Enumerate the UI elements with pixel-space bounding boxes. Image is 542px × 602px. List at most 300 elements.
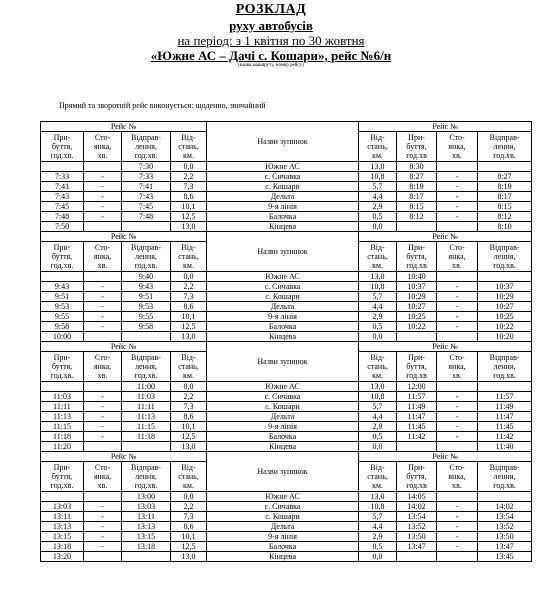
departure-cell: 7:45 [122,202,171,212]
table-row [41,292,532,302]
departure-cell: 9:58 [122,322,171,332]
dwell-cell: - [84,532,122,542]
distance-cell: 10,1 [171,532,207,542]
return-dwell-cell: - [437,412,478,422]
return-dwell-cell: - [437,402,478,412]
arrival-cell: 13:03 [41,502,84,512]
stop-name-cell: Южне АС [207,162,359,172]
dwell-cell: - [84,312,122,322]
return-departure-header: Відправ- лення, год.хв. [478,462,532,492]
return-arrival-cell: 10:29 [397,292,437,302]
return-dwell-header: Сто- янка, хв. [437,132,478,162]
arrival-cell: 7:43 [41,192,84,202]
return-departure-cell: 8:19 [478,182,532,192]
return-dwell-cell: - [437,522,478,532]
return-arrival-header: При- буття, год.хв [397,132,437,162]
departure-cell: 9:55 [122,312,171,322]
departure-cell: 9:40 [122,272,171,282]
return-departure-cell: 14:02 [478,502,532,512]
return-departure-cell: 8:10 [478,222,532,232]
departure-cell: 11:03 [122,392,171,402]
stop-name-cell: Дельта [207,192,359,202]
return-distance-cell: 4,4 [359,192,397,202]
return-dwell-cell: - [437,422,478,432]
distance-cell: 7,3 [171,402,207,412]
return-departure-cell: 11:40 [478,442,532,452]
dwell-cell [84,222,122,232]
return-arrival-cell [397,332,437,342]
arrival-cell: 13:20 [41,552,84,562]
stop-name-cell: 9-я лінія [207,532,359,542]
distance-cell: 13,0 [171,222,207,232]
return-dwell-cell: - [437,192,478,202]
return-dwell-cell: - [437,302,478,312]
trip-header-row [41,232,532,242]
departure-header: Відправ- лення, год.хв. [122,132,171,162]
table-row [41,502,532,512]
return-arrival-cell: 11:42 [397,432,437,442]
table-row [41,492,532,502]
schedule-period: на період: з 1 квітня по 30 жовтня [177,33,365,48]
operation-note: Прямий та зворотній рейс виконується: щоденно, звичайний [59,101,266,110]
stop-name-cell: Кінцева [207,222,359,232]
return-arrival-cell: 13:52 [397,522,437,532]
arrival-cell: 13:18 [41,542,84,552]
return-arrival-cell: 13:54 [397,512,437,522]
departure-header: Відправ- лення, год.хв. [122,462,171,492]
departure-cell: 13:03 [122,502,171,512]
return-departure-cell: 8:17 [478,192,532,202]
distance-cell: 10,1 [171,202,207,212]
trip-number-return: Рейс № [359,122,532,132]
table-row [41,432,532,442]
return-arrival-cell [397,442,437,452]
departure-cell: 9:51 [122,292,171,302]
return-distance-cell: 4,4 [359,302,397,312]
stop-name-cell: Балочка [207,432,359,442]
table-row [41,442,532,452]
return-arrival-cell: 14:05 [397,492,437,502]
stop-name-cell: с. Сичавка [207,502,359,512]
table-row [41,542,532,552]
return-dwell-cell: - [437,432,478,442]
table-row [41,382,532,392]
return-distance-cell: 0,0 [359,222,397,232]
departure-cell: 7:43 [122,192,171,202]
dwell-cell: - [84,542,122,552]
return-distance-cell: 5,7 [359,292,397,302]
return-distance-cell: 10,8 [359,502,397,512]
return-dwell-cell: - [437,292,478,302]
schedule-header [0,2,542,69]
schedule-table [40,121,532,562]
arrival-cell: 7:41 [41,182,84,192]
arrival-cell: 9:43 [41,282,84,292]
return-arrival-cell: 13:47 [397,542,437,552]
dwell-cell [84,492,122,502]
arrival-cell [41,272,84,282]
return-dwell-header: Сто- янка, хв. [437,242,478,272]
dwell-cell: - [84,422,122,432]
table-row [41,182,532,192]
departure-cell: 13:18 [122,542,171,552]
stop-name-cell: Южне АС [207,382,359,392]
dwell-cell: - [84,302,122,312]
dwell-cell: - [84,522,122,532]
dwell-cell [84,382,122,392]
dwell-cell [84,552,122,562]
stop-name-cell: Южне АС [207,492,359,502]
return-dwell-header: Сто- янка, хв. [437,352,478,382]
return-distance-cell: 0,5 [359,322,397,332]
departure-cell: 13:00 [122,492,171,502]
distance-cell: 13,0 [171,332,207,342]
distance-cell: 12,5 [171,322,207,332]
distance-cell: 13,0 [171,442,207,452]
stop-name-cell: 9-я лінія [207,312,359,322]
stop-name-cell: Балочка [207,322,359,332]
arrival-cell: 11:18 [41,432,84,442]
dwell-cell [84,332,122,342]
departure-cell: 13:13 [122,522,171,532]
trip-number-return: Рейс № [359,452,532,462]
return-distance-cell: 2,9 [359,422,397,432]
return-distance-cell: 13,0 [359,492,397,502]
arrival-cell: 9:58 [41,322,84,332]
distance-cell: 12,5 [171,542,207,552]
route-name: «Южне АС – Дачі с. Кошари», рейс №6/н [150,48,392,63]
return-departure-cell: 8:27 [478,172,532,182]
return-dwell-cell: - [437,322,478,332]
table-row [41,402,532,412]
trip-number-return: Рейс № [359,342,532,352]
return-arrival-cell [397,222,437,232]
dwell-cell: - [84,292,122,302]
arrival-cell: 13:11 [41,512,84,522]
distance-cell: 0,0 [171,272,207,282]
return-arrival-cell: 11:57 [397,392,437,402]
return-arrival-cell [397,552,437,562]
stop-name-cell: 9-я лінія [207,422,359,432]
departure-cell [122,442,171,452]
return-distance-cell: 10,8 [359,172,397,182]
table-row [41,552,532,562]
return-arrival-header: При- буття, год.хв [397,242,437,272]
route-caption: (назва маршруту, номер рейсу) [238,63,304,68]
return-distance-cell: 13,0 [359,272,397,282]
return-distance-cell: 13,0 [359,382,397,392]
return-distance-cell: 2,9 [359,202,397,212]
dwell-cell [84,442,122,452]
return-distance-cell: 0,5 [359,212,397,222]
return-dwell-cell: - [437,512,478,522]
stop-name-cell: с. Сичавка [207,282,359,292]
return-dwell-cell: - [437,202,478,212]
return-distance-cell: 2,9 [359,312,397,322]
distance-header: Від- стань, км. [171,462,207,492]
return-departure-cell: 13:45 [478,552,532,562]
arrival-cell: 7:33 [41,172,84,182]
stop-name-cell: Дельта [207,412,359,422]
return-arrival-cell: 10:25 [397,312,437,322]
return-departure-cell [478,272,532,282]
arrival-cell: 11:13 [41,412,84,422]
return-distance-cell: 5,7 [359,512,397,522]
departure-cell: 11:15 [122,422,171,432]
return-distance-cell: 0,5 [359,542,397,552]
dwell-cell: - [84,192,122,202]
return-departure-cell: 13:47 [478,542,532,552]
return-dwell-cell: - [437,182,478,192]
trip-number-return: Рейс № [359,232,532,242]
departure-cell: 7:41 [122,182,171,192]
return-arrival-cell: 10:22 [397,322,437,332]
return-arrival-cell: 10:37 [397,282,437,292]
return-arrival-cell: 8:19 [397,182,437,192]
arrival-cell: 9:55 [41,312,84,322]
distance-cell: 8,6 [171,192,207,202]
table-row [41,222,532,232]
return-distance-cell: 4,4 [359,412,397,422]
return-dwell-cell [437,332,478,342]
return-dwell-cell: - [437,312,478,322]
table-row [41,522,532,532]
table-row [41,422,532,432]
return-distance-header: Від- стань, км. [359,242,397,272]
stop-name-cell: 9-я лінія [207,202,359,212]
table-row [41,282,532,292]
return-departure-header: Відправ- лення, год.хв. [478,132,532,162]
arrival-cell: 7:48 [41,212,84,222]
arrival-cell [41,162,84,172]
return-departure-cell: 11:45 [478,422,532,432]
departure-cell: 11:18 [122,432,171,442]
arrival-cell: 9:53 [41,302,84,312]
departure-cell: 7:33 [122,172,171,182]
return-dwell-cell [437,552,478,562]
arrival-cell: 10:00 [41,332,84,342]
arrival-cell: 13:13 [41,522,84,532]
distance-cell: 7,3 [171,512,207,522]
departure-cell: 11:13 [122,412,171,422]
departure-cell: 7:30 [122,162,171,172]
arrival-cell: 9:51 [41,292,84,302]
stop-name-cell: с. Кошари [207,292,359,302]
arrival-cell: 11:20 [41,442,84,452]
return-distance-cell: 0,0 [359,552,397,562]
distance-cell: 0,0 [171,492,207,502]
return-departure-cell: 13:54 [478,512,532,522]
departure-cell: 9:53 [122,302,171,312]
distance-cell: 10,1 [171,422,207,432]
table-row [41,272,532,282]
table-row [41,322,532,332]
departure-cell: 13:11 [122,512,171,522]
dwell-header: Сто- янка, хв. [84,132,122,162]
distance-cell: 8,6 [171,412,207,422]
table-row [41,312,532,322]
return-departure-cell: 10:29 [478,292,532,302]
departure-header: Відправ- лення, год.хв. [122,242,171,272]
return-departure-cell: 8:12 [478,212,532,222]
dwell-cell [84,272,122,282]
distance-cell: 2,2 [171,392,207,402]
table-row [41,532,532,542]
return-arrival-header: При- буття, год.хв [397,352,437,382]
arrival-cell: 7:50 [41,222,84,232]
departure-cell: 11:00 [122,382,171,392]
arrival-cell [41,382,84,392]
dwell-cell [84,162,122,172]
trip-header-row [41,122,532,132]
stop-name-cell: Кінцева [207,552,359,562]
return-departure-cell: 11:57 [478,392,532,402]
distance-cell: 7,3 [171,292,207,302]
dwell-header: Сто- янка, хв. [84,242,122,272]
departure-cell: 7:48 [122,212,171,222]
return-departure-cell: 13:52 [478,522,532,532]
table-row [41,162,532,172]
arrival-cell: 13:15 [41,532,84,542]
arrival-header: При- буття, год.хв. [41,462,84,492]
return-dwell-cell [437,222,478,232]
return-arrival-cell: 8:15 [397,202,437,212]
return-arrival-cell: 10:40 [397,272,437,282]
return-departure-cell [478,492,532,502]
table-row [41,172,532,182]
return-arrival-cell: 11:45 [397,422,437,432]
stop-name-header: Назви зупинок [207,122,359,162]
trip-header-row [41,342,532,352]
table-row [41,332,532,342]
table-row [41,392,532,402]
dwell-header: Сто- янка, хв. [84,352,122,382]
stop-name-cell: Балочка [207,212,359,222]
table-row [41,212,532,222]
return-dwell-cell [437,162,478,172]
return-distance-cell: 0,0 [359,442,397,452]
stop-name-cell: Кінцева [207,442,359,452]
stop-name-cell: с. Сичавка [207,392,359,402]
stop-name-cell: Южне АС [207,272,359,282]
table-row [41,412,532,422]
return-departure-cell: 10:20 [478,332,532,342]
dwell-cell: - [84,322,122,332]
return-distance-cell: 10,8 [359,282,397,292]
return-departure-header: Відправ- лення, год.хв. [478,242,532,272]
stop-name-header: Назви зупинок [207,342,359,382]
schedule-subtitle: руху автобусів [229,18,313,33]
stop-name-cell: с. Кошари [207,512,359,522]
return-dwell-cell: - [437,542,478,552]
return-arrival-cell: 8:27 [397,172,437,182]
dwell-cell: - [84,402,122,412]
return-arrival-header: При- буття, год.хв [397,462,437,492]
distance-cell: 8,6 [171,302,207,312]
trip-number-forward: Рейс № [41,452,207,462]
return-arrival-cell: 8:30 [397,162,437,172]
distance-cell: 13,0 [171,552,207,562]
return-distance-cell: 0,0 [359,332,397,342]
stop-name-cell: с. Сичавка [207,172,359,182]
return-distance-cell: 0,5 [359,432,397,442]
table-row [41,192,532,202]
return-departure-cell: 11:42 [478,432,532,442]
return-arrival-cell: 8:17 [397,192,437,202]
dwell-header: Сто- янка, хв. [84,462,122,492]
dwell-cell: - [84,212,122,222]
departure-cell: 13:15 [122,532,171,542]
arrival-cell: 11:03 [41,392,84,402]
return-dwell-header: Сто- янка, хв. [437,462,478,492]
dwell-cell: - [84,512,122,522]
trip-number-forward: Рейс № [41,232,207,242]
return-departure-cell: 8:15 [478,202,532,212]
return-departure-cell: 10:25 [478,312,532,322]
distance-header: Від- стань, км. [171,132,207,162]
return-dwell-cell: - [437,532,478,542]
return-departure-cell [478,382,532,392]
table-row [41,302,532,312]
arrival-cell: 7:45 [41,202,84,212]
departure-cell [122,552,171,562]
distance-cell: 8,6 [171,522,207,532]
dwell-cell: - [84,172,122,182]
arrival-cell: 11:15 [41,422,84,432]
return-arrival-cell: 8:12 [397,212,437,222]
stop-name-cell: с. Кошари [207,182,359,192]
return-distance-cell: 2,9 [359,532,397,542]
arrival-header: При- буття, год.хв. [41,132,84,162]
return-dwell-cell [437,272,478,282]
stop-name-cell: Балочка [207,542,359,552]
departure-cell: 9:43 [122,282,171,292]
return-departure-cell: 10:37 [478,282,532,292]
distance-cell: 0,0 [171,382,207,392]
dwell-cell: - [84,412,122,422]
distance-header: Від- стань, км. [171,242,207,272]
dwell-cell: - [84,392,122,402]
return-departure-cell: 11:47 [478,412,532,422]
distance-cell: 12,5 [171,212,207,222]
return-distance-cell: 4,4 [359,522,397,532]
return-dwell-cell: - [437,212,478,222]
arrival-header: При- буття, год.хв. [41,352,84,382]
dwell-cell: - [84,202,122,212]
table-row [41,202,532,212]
arrival-cell: 11:11 [41,402,84,412]
return-distance-header: Від- стань, км. [359,462,397,492]
return-arrival-cell: 12:00 [397,382,437,392]
return-departure-cell: 11:49 [478,402,532,412]
dwell-cell: - [84,502,122,512]
return-dwell-cell [437,492,478,502]
schedule-title: РОЗКЛАД [235,2,307,17]
distance-cell: 2,2 [171,282,207,292]
stop-name-cell: с. Кошари [207,402,359,412]
return-distance-cell: 5,7 [359,182,397,192]
distance-cell: 0,0 [171,162,207,172]
distance-cell: 2,2 [171,502,207,512]
dwell-cell: - [84,182,122,192]
return-dwell-cell: - [437,502,478,512]
distance-cell: 10,1 [171,312,207,322]
return-distance-header: Від- стань, км. [359,352,397,382]
return-arrival-cell: 14:02 [397,502,437,512]
return-dwell-cell: - [437,392,478,402]
arrival-header: При- буття, год.хв. [41,242,84,272]
return-dwell-cell [437,382,478,392]
